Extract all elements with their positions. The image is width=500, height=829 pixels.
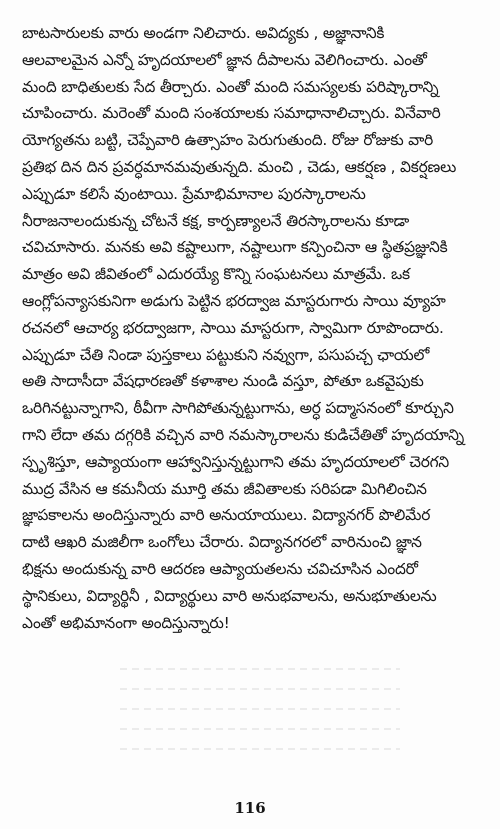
reverse-side-bleed-through xyxy=(120,668,400,778)
text-line: ప్రతిభ దిన దిన ప్రవర్ధమానమవుతున్నది. మంచి , చెడు, ఆకర్షణ , వికర్షణలు xyxy=(22,157,457,176)
text-line: ఆలవాలమైన ఎన్నో హృదయాలలో జ్ఞాన దీపాలను వెలిగించారు. ఎంతో xyxy=(22,50,427,69)
body-text xyxy=(22,20,480,636)
text-line: స్థానికులు, విద్యార్థినీ , విద్యార్థులు వారి అనుభవాలను, అనుభూతులను xyxy=(22,586,437,605)
text-line: మాత్రం అవి జీవితంలో ఎదురయ్యే కొన్ని సంఘటనలు మాత్రమే. ఒక xyxy=(22,265,410,284)
text-line: చవిచూసారు. మనకు అవి కష్టాలుగా, నష్టాలుగా కన్పించినా ఆ స్థితప్రజ్ఞునికి xyxy=(22,238,448,257)
text-line: చూపించారు. మరెంతో మంది సంశయాలకు సమాధానాలిచ్చారు. వినేవారి xyxy=(22,104,441,123)
text-line: ఎప్పుడూ కలిసే వుంటాయి. ప్రేమాభిమానాల పురస్కారాలను xyxy=(22,184,366,203)
text-line: బాటసారులకు వారు అండగా నిలిచారు. అవిద్యకు , అజ్ఞానానికి xyxy=(22,24,385,42)
page-number: 116 xyxy=(234,799,266,817)
text-line: గాని లేదా తమ దగ్గరికి వచ్చిన వారి నమస్కారాలను కుడిచేతితో హృదయాన్ని xyxy=(22,425,464,444)
text-line: మంది బాధితులకు సేద తీర్చారు. ఎంతో మంది సమస్యలకు పరిష్కారాన్ని xyxy=(22,77,439,96)
text-line: భిక్షను అందుకున్న వారి ఆదరణ ఆప్యాయతలను చవిచూసిన ఎందరో xyxy=(22,559,418,578)
text-line: దాటి ఆఖరి మజిలీగా ఒంగోలు చేరారు. విద్యానగరలో వారినుంచి జ్ఞాన xyxy=(22,533,422,552)
text-line: స్పృశిస్తూ, ఆప్యాయంగా ఆహ్వానిస్తున్నట్టుగాని తమ హృదయాలలో చెరగని xyxy=(22,452,450,471)
text-line: ముద్ర వేసిన ఆ కమనీయ మూర్తి తమ జీవితాలకు సరిపడా మిగిలించిన xyxy=(22,479,427,498)
text-line: నీరాజనాలందుకున్న చోటనే కక్ష, కార్పణ్యాలనే తిరస్కారాలను కూడా xyxy=(22,211,410,230)
text-line: జ్ఞాపకాలను అందిస్తున్నారు వారి అనుయాయులు. విద్యానగర్ పొలిమేర xyxy=(22,506,431,525)
text-line: ఒరిగినట్టున్నాగాని, ఠీవీగా సాగిపోతున్నట్టుగాను, అర్ధ పద్మాసనంలో కూర్చుని xyxy=(22,399,454,418)
text-line: యోగ్యతను బట్టి, చెప్పేవారి ఉత్సాహం పెరుగుతుంది. రోజు రోజుకు వారి xyxy=(22,131,433,150)
text-line: అతి సాదాసీదా వేషధారణతో కళాశాల నుండి వస్తూ, పోతూ ఒకవైపుకు xyxy=(22,372,424,391)
text-line: రచనలో ఆచార్య భరద్వాజగా, సాయి మాస్టరుగా, స్వామిగా రూపొందారు. xyxy=(22,318,444,337)
text-line: ఆంగ్లోపన్యాసకునిగా అడుగు పెట్టిన భరద్వాజ మాస్టరుగారు సాయి వ్యూహ xyxy=(22,291,446,310)
text-line: ఎప్పుడూ చేతి నిండా పుస్తకాలు పట్టుకుని నవ్వుగా, పసుపచ్చ ఛాయలో xyxy=(22,345,430,364)
text-line: ఎంతో అభిమానంగా అందిస్తున్నారు! xyxy=(22,613,230,632)
